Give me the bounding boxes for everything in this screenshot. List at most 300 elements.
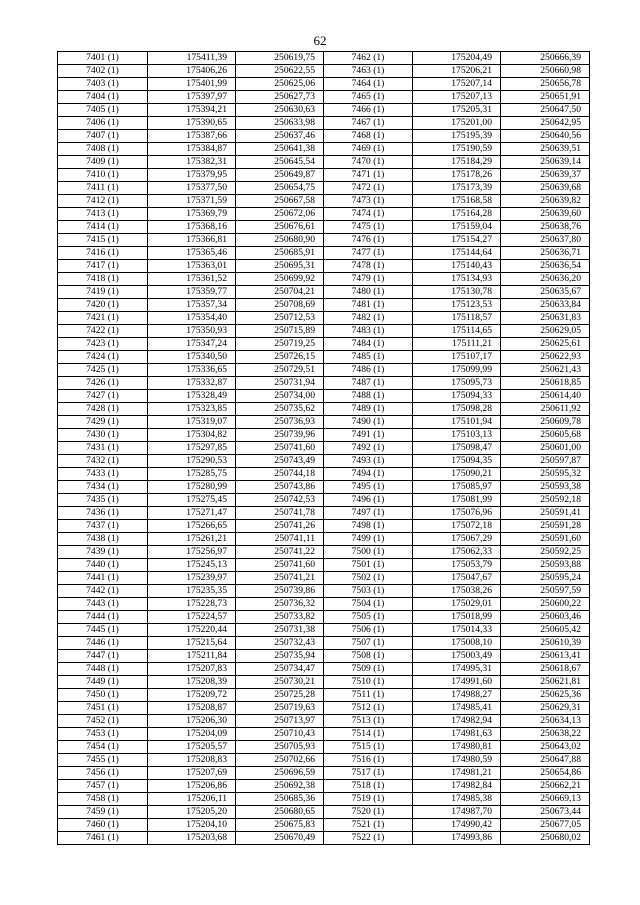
x-coord-left-cell: 175256,97 bbox=[148, 546, 236, 559]
x-coord-right-cell: 175047,67 bbox=[413, 572, 501, 585]
point-id-right-cell: 7473 (1) bbox=[324, 195, 413, 208]
point-id-right-cell: 7496 (1) bbox=[324, 494, 413, 507]
table-row bbox=[58, 286, 590, 299]
x-coord-left-cell: 175209,72 bbox=[148, 689, 236, 702]
point-id-left-cell: 7459 (1) bbox=[58, 806, 148, 819]
y-coord-right-cell: 250601,00 bbox=[501, 442, 590, 455]
table-row bbox=[58, 728, 590, 741]
x-coord-right-cell: 175053,79 bbox=[413, 559, 501, 572]
point-id-left-cell: 7403 (1) bbox=[58, 78, 148, 91]
point-id-right-cell: 7511 (1) bbox=[324, 689, 413, 702]
x-coord-left-cell: 175239,97 bbox=[148, 572, 236, 585]
table-row bbox=[58, 520, 590, 533]
table-row bbox=[58, 247, 590, 260]
x-coord-right-cell: 175094,33 bbox=[413, 390, 501, 403]
x-coord-left-cell: 175401,99 bbox=[148, 78, 236, 91]
x-coord-right-cell: 175067,29 bbox=[413, 533, 501, 546]
y-coord-right-cell: 250636,71 bbox=[501, 247, 590, 260]
point-id-right-cell: 7508 (1) bbox=[324, 650, 413, 663]
x-coord-right-cell: 175038,26 bbox=[413, 585, 501, 598]
point-id-right-cell: 7486 (1) bbox=[324, 364, 413, 377]
x-coord-right-cell: 174990,42 bbox=[413, 819, 501, 832]
point-id-left-cell: 7439 (1) bbox=[58, 546, 148, 559]
x-coord-left-cell: 175366,81 bbox=[148, 234, 236, 247]
y-coord-right-cell: 250656,78 bbox=[501, 78, 590, 91]
x-coord-right-cell: 175072,18 bbox=[413, 520, 501, 533]
x-coord-right-cell: 174980,59 bbox=[413, 754, 501, 767]
x-coord-left-cell: 175207,83 bbox=[148, 663, 236, 676]
point-id-right-cell: 7494 (1) bbox=[324, 468, 413, 481]
point-id-left-cell: 7458 (1) bbox=[58, 793, 148, 806]
x-coord-right-cell: 175111,21 bbox=[413, 338, 501, 351]
y-coord-left-cell: 250739,96 bbox=[236, 429, 324, 442]
y-coord-right-cell: 250636,20 bbox=[501, 273, 590, 286]
y-coord-left-cell: 250680,65 bbox=[236, 806, 324, 819]
y-coord-left-cell: 250731,38 bbox=[236, 624, 324, 637]
x-coord-right-cell: 175130,78 bbox=[413, 286, 501, 299]
y-coord-left-cell: 250719,25 bbox=[236, 338, 324, 351]
point-id-left-cell: 7461 (1) bbox=[58, 832, 148, 845]
table-row bbox=[58, 78, 590, 91]
x-coord-right-cell: 175029,01 bbox=[413, 598, 501, 611]
y-coord-left-cell: 250705,93 bbox=[236, 741, 324, 754]
table-row bbox=[58, 494, 590, 507]
x-coord-left-cell: 175336,65 bbox=[148, 364, 236, 377]
point-id-left-cell: 7437 (1) bbox=[58, 520, 148, 533]
x-coord-left-cell: 175220,44 bbox=[148, 624, 236, 637]
point-id-left-cell: 7417 (1) bbox=[58, 260, 148, 273]
y-coord-left-cell: 250733,82 bbox=[236, 611, 324, 624]
x-coord-right-cell: 175008,10 bbox=[413, 637, 501, 650]
x-coord-left-cell: 175228,73 bbox=[148, 598, 236, 611]
y-coord-right-cell: 250611,92 bbox=[501, 403, 590, 416]
x-coord-left-cell: 175347,24 bbox=[148, 338, 236, 351]
x-coord-left-cell: 175290,53 bbox=[148, 455, 236, 468]
point-id-right-cell: 7462 (1) bbox=[324, 52, 413, 65]
x-coord-right-cell: 175014,33 bbox=[413, 624, 501, 637]
x-coord-right-cell: 175201,00 bbox=[413, 117, 501, 130]
point-id-right-cell: 7484 (1) bbox=[324, 338, 413, 351]
table-row bbox=[58, 559, 590, 572]
point-id-right-cell: 7509 (1) bbox=[324, 663, 413, 676]
x-coord-left-cell: 175280,99 bbox=[148, 481, 236, 494]
y-coord-left-cell: 250675,83 bbox=[236, 819, 324, 832]
point-id-right-cell: 7504 (1) bbox=[324, 598, 413, 611]
y-coord-right-cell: 250595,32 bbox=[501, 468, 590, 481]
point-id-left-cell: 7412 (1) bbox=[58, 195, 148, 208]
y-coord-left-cell: 250702,66 bbox=[236, 754, 324, 767]
x-coord-left-cell: 175208,87 bbox=[148, 702, 236, 715]
table-row bbox=[58, 143, 590, 156]
x-coord-left-cell: 175382,31 bbox=[148, 156, 236, 169]
point-id-left-cell: 7424 (1) bbox=[58, 351, 148, 364]
y-coord-right-cell: 250673,44 bbox=[501, 806, 590, 819]
point-id-left-cell: 7434 (1) bbox=[58, 481, 148, 494]
point-id-right-cell: 7519 (1) bbox=[324, 793, 413, 806]
point-id-right-cell: 7495 (1) bbox=[324, 481, 413, 494]
x-coord-left-cell: 175363,01 bbox=[148, 260, 236, 273]
table-row bbox=[58, 598, 590, 611]
x-coord-left-cell: 175377,50 bbox=[148, 182, 236, 195]
table-row bbox=[58, 624, 590, 637]
x-coord-left-cell: 175208,39 bbox=[148, 676, 236, 689]
x-coord-left-cell: 175371,59 bbox=[148, 195, 236, 208]
x-coord-right-cell: 175168,58 bbox=[413, 195, 501, 208]
y-coord-left-cell: 250699,92 bbox=[236, 273, 324, 286]
x-coord-left-cell: 175208,83 bbox=[148, 754, 236, 767]
point-id-right-cell: 7493 (1) bbox=[324, 455, 413, 468]
y-coord-left-cell: 250726,15 bbox=[236, 351, 324, 364]
x-coord-right-cell: 175204,49 bbox=[413, 52, 501, 65]
y-coord-left-cell: 250654,75 bbox=[236, 182, 324, 195]
point-id-left-cell: 7421 (1) bbox=[58, 312, 148, 325]
y-coord-right-cell: 250637,80 bbox=[501, 234, 590, 247]
x-coord-right-cell: 175095,73 bbox=[413, 377, 501, 390]
x-coord-right-cell: 175178,26 bbox=[413, 169, 501, 182]
y-coord-left-cell: 250735,62 bbox=[236, 403, 324, 416]
point-id-left-cell: 7411 (1) bbox=[58, 182, 148, 195]
table-row bbox=[58, 793, 590, 806]
table-row bbox=[58, 806, 590, 819]
y-coord-right-cell: 250651,91 bbox=[501, 91, 590, 104]
table-row bbox=[58, 546, 590, 559]
point-id-right-cell: 7498 (1) bbox=[324, 520, 413, 533]
x-coord-right-cell: 174981,63 bbox=[413, 728, 501, 741]
y-coord-right-cell: 250618,67 bbox=[501, 663, 590, 676]
y-coord-right-cell: 250639,37 bbox=[501, 169, 590, 182]
y-coord-right-cell: 250634,13 bbox=[501, 715, 590, 728]
point-id-right-cell: 7470 (1) bbox=[324, 156, 413, 169]
x-coord-left-cell: 175297,85 bbox=[148, 442, 236, 455]
y-coord-left-cell: 250729,51 bbox=[236, 364, 324, 377]
x-coord-right-cell: 174982,94 bbox=[413, 715, 501, 728]
point-id-right-cell: 7482 (1) bbox=[324, 312, 413, 325]
table-row bbox=[58, 585, 590, 598]
point-id-left-cell: 7442 (1) bbox=[58, 585, 148, 598]
x-coord-left-cell: 175368,16 bbox=[148, 221, 236, 234]
point-id-right-cell: 7481 (1) bbox=[324, 299, 413, 312]
x-coord-left-cell: 175319,07 bbox=[148, 416, 236, 429]
x-coord-right-cell: 175159,04 bbox=[413, 221, 501, 234]
table-row bbox=[58, 338, 590, 351]
y-coord-right-cell: 250643,02 bbox=[501, 741, 590, 754]
table-row bbox=[58, 377, 590, 390]
y-coord-right-cell: 250662,21 bbox=[501, 780, 590, 793]
point-id-right-cell: 7517 (1) bbox=[324, 767, 413, 780]
point-id-right-cell: 7514 (1) bbox=[324, 728, 413, 741]
table-row bbox=[58, 91, 590, 104]
y-coord-left-cell: 250645,54 bbox=[236, 156, 324, 169]
y-coord-left-cell: 250619,75 bbox=[236, 52, 324, 65]
y-coord-left-cell: 250730,21 bbox=[236, 676, 324, 689]
x-coord-right-cell: 175098,28 bbox=[413, 403, 501, 416]
x-coord-left-cell: 175340,50 bbox=[148, 351, 236, 364]
y-coord-right-cell: 250642,95 bbox=[501, 117, 590, 130]
point-id-left-cell: 7408 (1) bbox=[58, 143, 148, 156]
point-id-right-cell: 7469 (1) bbox=[324, 143, 413, 156]
x-coord-right-cell: 174981,21 bbox=[413, 767, 501, 780]
point-id-right-cell: 7520 (1) bbox=[324, 806, 413, 819]
x-coord-right-cell: 175103,13 bbox=[413, 429, 501, 442]
x-coord-left-cell: 175271,47 bbox=[148, 507, 236, 520]
x-coord-right-cell: 175107,17 bbox=[413, 351, 501, 364]
y-coord-left-cell: 250736,93 bbox=[236, 416, 324, 429]
table-row bbox=[58, 416, 590, 429]
point-id-left-cell: 7452 (1) bbox=[58, 715, 148, 728]
y-coord-left-cell: 250739,86 bbox=[236, 585, 324, 598]
table-row bbox=[58, 195, 590, 208]
coordinates-table-body bbox=[58, 52, 590, 845]
x-coord-right-cell: 175144,64 bbox=[413, 247, 501, 260]
point-id-left-cell: 7407 (1) bbox=[58, 130, 148, 143]
y-coord-right-cell: 250631,83 bbox=[501, 312, 590, 325]
x-coord-right-cell: 174987,70 bbox=[413, 806, 501, 819]
table-row bbox=[58, 364, 590, 377]
table-row bbox=[58, 481, 590, 494]
point-id-left-cell: 7428 (1) bbox=[58, 403, 148, 416]
y-coord-right-cell: 250614,40 bbox=[501, 390, 590, 403]
table-row bbox=[58, 533, 590, 546]
y-coord-left-cell: 250741,21 bbox=[236, 572, 324, 585]
y-coord-left-cell: 250743,49 bbox=[236, 455, 324, 468]
x-coord-left-cell: 175359,77 bbox=[148, 286, 236, 299]
table-row bbox=[58, 754, 590, 767]
point-id-left-cell: 7454 (1) bbox=[58, 741, 148, 754]
x-coord-left-cell: 175245,13 bbox=[148, 559, 236, 572]
y-coord-right-cell: 250639,51 bbox=[501, 143, 590, 156]
table-row bbox=[58, 234, 590, 247]
point-id-left-cell: 7406 (1) bbox=[58, 117, 148, 130]
x-coord-left-cell: 175211,84 bbox=[148, 650, 236, 663]
y-coord-left-cell: 250710,43 bbox=[236, 728, 324, 741]
y-coord-right-cell: 250629,05 bbox=[501, 325, 590, 338]
y-coord-right-cell: 250677,05 bbox=[501, 819, 590, 832]
y-coord-right-cell: 250639,82 bbox=[501, 195, 590, 208]
y-coord-left-cell: 250744,18 bbox=[236, 468, 324, 481]
x-coord-left-cell: 175235,35 bbox=[148, 585, 236, 598]
point-id-left-cell: 7414 (1) bbox=[58, 221, 148, 234]
table-row bbox=[58, 260, 590, 273]
x-coord-left-cell: 175215,64 bbox=[148, 637, 236, 650]
x-coord-right-cell: 175195,39 bbox=[413, 130, 501, 143]
point-id-left-cell: 7419 (1) bbox=[58, 286, 148, 299]
x-coord-left-cell: 175394,21 bbox=[148, 104, 236, 117]
y-coord-left-cell: 250741,60 bbox=[236, 442, 324, 455]
point-id-left-cell: 7405 (1) bbox=[58, 104, 148, 117]
point-id-right-cell: 7477 (1) bbox=[324, 247, 413, 260]
y-coord-left-cell: 250649,87 bbox=[236, 169, 324, 182]
point-id-right-cell: 7500 (1) bbox=[324, 546, 413, 559]
y-coord-left-cell: 250633,98 bbox=[236, 117, 324, 130]
y-coord-left-cell: 250630,63 bbox=[236, 104, 324, 117]
point-id-right-cell: 7474 (1) bbox=[324, 208, 413, 221]
y-coord-right-cell: 250621,43 bbox=[501, 364, 590, 377]
y-coord-right-cell: 250593,88 bbox=[501, 559, 590, 572]
x-coord-left-cell: 175361,52 bbox=[148, 273, 236, 286]
table-row bbox=[58, 299, 590, 312]
x-coord-left-cell: 175275,45 bbox=[148, 494, 236, 507]
point-id-left-cell: 7460 (1) bbox=[58, 819, 148, 832]
table-row bbox=[58, 325, 590, 338]
point-id-left-cell: 7418 (1) bbox=[58, 273, 148, 286]
y-coord-left-cell: 250735,94 bbox=[236, 650, 324, 663]
point-id-left-cell: 7435 (1) bbox=[58, 494, 148, 507]
y-coord-left-cell: 250741,22 bbox=[236, 546, 324, 559]
point-id-left-cell: 7440 (1) bbox=[58, 559, 148, 572]
point-id-left-cell: 7441 (1) bbox=[58, 572, 148, 585]
y-coord-right-cell: 250592,18 bbox=[501, 494, 590, 507]
y-coord-right-cell: 250647,88 bbox=[501, 754, 590, 767]
y-coord-right-cell: 250629,31 bbox=[501, 702, 590, 715]
point-id-right-cell: 7502 (1) bbox=[324, 572, 413, 585]
point-id-left-cell: 7415 (1) bbox=[58, 234, 148, 247]
point-id-left-cell: 7444 (1) bbox=[58, 611, 148, 624]
x-coord-right-cell: 175076,96 bbox=[413, 507, 501, 520]
x-coord-left-cell: 175411,39 bbox=[148, 52, 236, 65]
y-coord-left-cell: 250637,46 bbox=[236, 130, 324, 143]
x-coord-left-cell: 175323,85 bbox=[148, 403, 236, 416]
y-coord-right-cell: 250638,22 bbox=[501, 728, 590, 741]
x-coord-right-cell: 175018,99 bbox=[413, 611, 501, 624]
point-id-left-cell: 7438 (1) bbox=[58, 533, 148, 546]
point-id-left-cell: 7448 (1) bbox=[58, 663, 148, 676]
table-row bbox=[58, 819, 590, 832]
table-row bbox=[58, 130, 590, 143]
x-coord-left-cell: 175203,68 bbox=[148, 832, 236, 845]
y-coord-right-cell: 250603,46 bbox=[501, 611, 590, 624]
x-coord-left-cell: 175397,97 bbox=[148, 91, 236, 104]
y-coord-right-cell: 250591,41 bbox=[501, 507, 590, 520]
x-coord-left-cell: 175384,87 bbox=[148, 143, 236, 156]
x-coord-right-cell: 174982,84 bbox=[413, 780, 501, 793]
y-coord-left-cell: 250695,31 bbox=[236, 260, 324, 273]
point-id-left-cell: 7413 (1) bbox=[58, 208, 148, 221]
point-id-left-cell: 7457 (1) bbox=[58, 780, 148, 793]
table-row bbox=[58, 455, 590, 468]
point-id-right-cell: 7497 (1) bbox=[324, 507, 413, 520]
y-coord-left-cell: 250670,49 bbox=[236, 832, 324, 845]
x-coord-right-cell: 175207,14 bbox=[413, 78, 501, 91]
point-id-left-cell: 7401 (1) bbox=[58, 52, 148, 65]
y-coord-left-cell: 250741,26 bbox=[236, 520, 324, 533]
point-id-left-cell: 7420 (1) bbox=[58, 299, 148, 312]
point-id-left-cell: 7436 (1) bbox=[58, 507, 148, 520]
x-coord-left-cell: 175328,49 bbox=[148, 390, 236, 403]
y-coord-left-cell: 250715,89 bbox=[236, 325, 324, 338]
point-id-left-cell: 7456 (1) bbox=[58, 767, 148, 780]
y-coord-left-cell: 250734,47 bbox=[236, 663, 324, 676]
x-coord-right-cell: 175099,99 bbox=[413, 364, 501, 377]
table-row bbox=[58, 351, 590, 364]
x-coord-right-cell: 174985,38 bbox=[413, 793, 501, 806]
table-row bbox=[58, 312, 590, 325]
y-coord-left-cell: 250708,69 bbox=[236, 299, 324, 312]
table-row bbox=[58, 663, 590, 676]
point-id-left-cell: 7425 (1) bbox=[58, 364, 148, 377]
y-coord-right-cell: 250609,78 bbox=[501, 416, 590, 429]
point-id-left-cell: 7427 (1) bbox=[58, 390, 148, 403]
table-row bbox=[58, 611, 590, 624]
y-coord-left-cell: 250704,21 bbox=[236, 286, 324, 299]
x-coord-left-cell: 175266,65 bbox=[148, 520, 236, 533]
point-id-right-cell: 7510 (1) bbox=[324, 676, 413, 689]
table-row bbox=[58, 221, 590, 234]
x-coord-left-cell: 175261,21 bbox=[148, 533, 236, 546]
point-id-left-cell: 7446 (1) bbox=[58, 637, 148, 650]
table-row bbox=[58, 780, 590, 793]
y-coord-right-cell: 250613,41 bbox=[501, 650, 590, 663]
point-id-left-cell: 7450 (1) bbox=[58, 689, 148, 702]
x-coord-right-cell: 175123,53 bbox=[413, 299, 501, 312]
point-id-right-cell: 7491 (1) bbox=[324, 429, 413, 442]
y-coord-left-cell: 250685,36 bbox=[236, 793, 324, 806]
table-row bbox=[58, 689, 590, 702]
point-id-left-cell: 7422 (1) bbox=[58, 325, 148, 338]
x-coord-left-cell: 175206,30 bbox=[148, 715, 236, 728]
point-id-left-cell: 7449 (1) bbox=[58, 676, 148, 689]
y-coord-right-cell: 250647,50 bbox=[501, 104, 590, 117]
x-coord-right-cell: 175205,31 bbox=[413, 104, 501, 117]
y-coord-left-cell: 250734,00 bbox=[236, 390, 324, 403]
point-id-left-cell: 7416 (1) bbox=[58, 247, 148, 260]
y-coord-left-cell: 250685,91 bbox=[236, 247, 324, 260]
y-coord-left-cell: 250676,61 bbox=[236, 221, 324, 234]
table-row bbox=[58, 767, 590, 780]
y-coord-left-cell: 250696,59 bbox=[236, 767, 324, 780]
y-coord-right-cell: 250593,38 bbox=[501, 481, 590, 494]
y-coord-right-cell: 250635,67 bbox=[501, 286, 590, 299]
point-id-left-cell: 7402 (1) bbox=[58, 65, 148, 78]
point-id-left-cell: 7432 (1) bbox=[58, 455, 148, 468]
point-id-right-cell: 7488 (1) bbox=[324, 390, 413, 403]
y-coord-right-cell: 250625,61 bbox=[501, 338, 590, 351]
y-coord-right-cell: 250591,60 bbox=[501, 533, 590, 546]
y-coord-right-cell: 250618,85 bbox=[501, 377, 590, 390]
point-id-right-cell: 7489 (1) bbox=[324, 403, 413, 416]
point-id-right-cell: 7518 (1) bbox=[324, 780, 413, 793]
y-coord-right-cell: 250622,93 bbox=[501, 351, 590, 364]
x-coord-left-cell: 175332,87 bbox=[148, 377, 236, 390]
point-id-left-cell: 7429 (1) bbox=[58, 416, 148, 429]
point-id-right-cell: 7465 (1) bbox=[324, 91, 413, 104]
point-id-left-cell: 7410 (1) bbox=[58, 169, 148, 182]
x-coord-left-cell: 175357,34 bbox=[148, 299, 236, 312]
x-coord-left-cell: 175204,09 bbox=[148, 728, 236, 741]
y-coord-right-cell: 250639,68 bbox=[501, 182, 590, 195]
table-row bbox=[58, 117, 590, 130]
table-row bbox=[58, 468, 590, 481]
y-coord-left-cell: 250713,97 bbox=[236, 715, 324, 728]
y-coord-right-cell: 250595,24 bbox=[501, 572, 590, 585]
point-id-right-cell: 7506 (1) bbox=[324, 624, 413, 637]
x-coord-left-cell: 175365,46 bbox=[148, 247, 236, 260]
y-coord-left-cell: 250719,63 bbox=[236, 702, 324, 715]
y-coord-left-cell: 250736,32 bbox=[236, 598, 324, 611]
y-coord-right-cell: 250640,56 bbox=[501, 130, 590, 143]
y-coord-right-cell: 250666,39 bbox=[501, 52, 590, 65]
y-coord-right-cell: 250621,81 bbox=[501, 676, 590, 689]
y-coord-right-cell: 250610,39 bbox=[501, 637, 590, 650]
x-coord-right-cell: 175173,39 bbox=[413, 182, 501, 195]
point-id-right-cell: 7483 (1) bbox=[324, 325, 413, 338]
point-id-left-cell: 7433 (1) bbox=[58, 468, 148, 481]
y-coord-left-cell: 250741,11 bbox=[236, 533, 324, 546]
x-coord-right-cell: 174985,41 bbox=[413, 702, 501, 715]
point-id-left-cell: 7445 (1) bbox=[58, 624, 148, 637]
x-coord-right-cell: 175190,59 bbox=[413, 143, 501, 156]
point-id-right-cell: 7501 (1) bbox=[324, 559, 413, 572]
point-id-right-cell: 7507 (1) bbox=[324, 637, 413, 650]
